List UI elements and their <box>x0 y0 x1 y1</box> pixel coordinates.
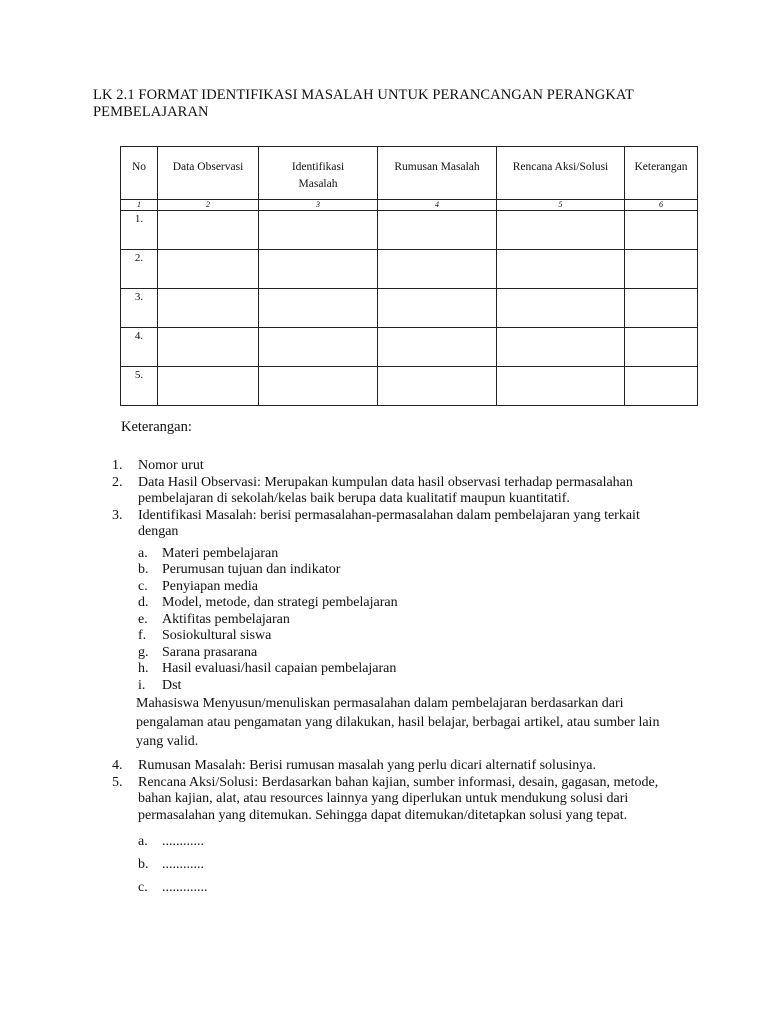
row-number: 3. <box>121 289 158 328</box>
table-cell <box>497 289 625 328</box>
column-number: 1 <box>121 200 158 211</box>
sub-letter: d. <box>138 595 149 610</box>
sub-text: Sosiokultural siswa <box>162 628 272 643</box>
sub-letter: h. <box>138 661 149 676</box>
sub-letter: a. <box>138 834 148 849</box>
list-item <box>112 775 672 825</box>
sub-letter: b. <box>138 857 149 872</box>
sub-letter: a. <box>138 545 148 561</box>
table-cell <box>378 250 497 289</box>
sub-letter: c. <box>138 880 148 895</box>
list-text: Data Hasil Observasi: Merupakan kumpulan data hasil observasi terhadap permasalahan pembelajaran di sekolah/kelas baik berupa data kualitatif maupun kuantitatif. <box>138 474 633 506</box>
identification-table <box>120 146 698 406</box>
table-row <box>121 367 698 406</box>
header-data-observasi: Data Observasi <box>158 147 259 200</box>
table-cell <box>158 289 259 328</box>
list-number: 3. <box>112 507 123 523</box>
sub-text: Aktifitas pembelajaran <box>162 611 290 627</box>
table-cell <box>259 289 378 328</box>
table-cell <box>158 250 259 289</box>
sub-text: ............. <box>162 880 208 895</box>
sub-text: Model, metode, dan strategi pembelajaran <box>162 595 398 610</box>
table-cell <box>625 367 698 406</box>
header-keterangan: Keterangan <box>625 147 698 200</box>
row-number: 1. <box>121 211 158 250</box>
list-number: 2. <box>112 474 123 490</box>
sub-list-item <box>138 579 672 596</box>
sub-letter: b. <box>138 562 149 577</box>
table-header-row <box>121 147 698 200</box>
list-item <box>112 458 672 475</box>
note3-paragraph: Mahasiswa Menyusun/menuliskan permasalahan dalam pembelajaran berdasarkan dari pengalaman atau pengamatan yang dilakukan, hasil belajar, berbagai artikel, atau sumber lain yang valid. <box>136 696 660 749</box>
row-number: 5. <box>121 367 158 406</box>
sub-list-item <box>138 546 672 563</box>
table-cell <box>259 367 378 406</box>
sub-text: Penyiapan media <box>162 578 259 594</box>
sub-text: Materi pembelajaran <box>162 545 279 561</box>
table-cell <box>378 328 497 367</box>
table-cell <box>625 250 698 289</box>
sub-list-item <box>138 645 672 662</box>
sub-letter: i. <box>138 677 146 693</box>
list-text: Identifikasi Masalah: berisi permasalahan-permasalahan dalam pembelajaran yang terkait dengan <box>138 507 640 539</box>
column-number: 4 <box>378 200 497 211</box>
list-item <box>112 758 672 775</box>
list-text: Rencana Aksi/Solusi: Berdasarkan bahan kajian, sumber informasi, desain, gagasan, metode, bahan kajian, alat, atau resources lainnya yang diperlukan untuk mendukung solusi dari permasalahan yang ditemukan. Sehingga dapat ditemukan/ditetapkan solusi yang tepat. <box>138 774 659 823</box>
table-cell <box>259 250 378 289</box>
table-cell <box>259 211 378 250</box>
table-cell <box>378 367 497 406</box>
table-cell <box>497 250 625 289</box>
sub-list-item <box>138 876 672 899</box>
header-rumusan-masalah: Rumusan Masalah <box>378 147 497 200</box>
note5-sublist <box>138 830 672 899</box>
sub-text: Dst <box>162 677 182 693</box>
sub-letter: g. <box>138 644 149 660</box>
list-item <box>112 508 672 541</box>
sub-text: ............ <box>162 834 204 849</box>
notes-list <box>112 458 672 899</box>
sub-list-item <box>138 853 672 876</box>
list-text: Rumusan Masalah: Berisi rumusan masalah yang perlu dicari alternatif solusinya. <box>138 758 596 773</box>
table-cell <box>625 211 698 250</box>
table-row <box>121 289 698 328</box>
keterangan-heading: Keterangan: <box>121 419 192 435</box>
table-row <box>121 250 698 289</box>
header-rencana-aksi: Rencana Aksi/Solusi <box>497 147 625 200</box>
sub-text: Perumusan tujuan dan indikator <box>162 562 341 577</box>
column-number-row <box>121 200 698 211</box>
note3-sublist <box>138 546 672 752</box>
table-cell <box>497 211 625 250</box>
header-no: No <box>121 147 158 200</box>
column-number: 3 <box>259 200 378 211</box>
sub-list-item <box>138 661 672 678</box>
table-row <box>121 328 698 367</box>
column-number: 5 <box>497 200 625 211</box>
list-number: 5. <box>112 774 123 790</box>
sub-list-item <box>138 562 672 579</box>
sub-letter: f. <box>138 628 147 643</box>
column-number: 2 <box>158 200 259 211</box>
table-cell <box>158 367 259 406</box>
table-cell <box>497 328 625 367</box>
sub-list-item <box>138 628 672 645</box>
sub-list-item <box>138 612 672 629</box>
table-cell <box>625 328 698 367</box>
table-row <box>121 211 698 250</box>
sub-letter: c. <box>138 578 148 594</box>
column-number: 6 <box>625 200 698 211</box>
sub-text: ............ <box>162 857 204 872</box>
table-cell <box>378 211 497 250</box>
table-cell <box>259 328 378 367</box>
sub-letter: e. <box>138 611 148 627</box>
sub-list-item <box>138 595 672 612</box>
list-number: 1. <box>112 458 123 473</box>
list-item <box>112 475 672 508</box>
sub-text: Sarana prasarana <box>162 644 258 660</box>
list-number: 4. <box>112 758 123 773</box>
table-cell <box>158 211 259 250</box>
header-identifikasi-masalah: Identifikasi Masalah <box>259 147 378 200</box>
table-cell <box>378 289 497 328</box>
sub-text: Hasil evaluasi/hasil capaian pembelajaran <box>162 661 397 676</box>
list-text: Nomor urut <box>138 458 204 473</box>
table-cell <box>625 289 698 328</box>
sub-list-item <box>138 830 672 853</box>
row-number: 4. <box>121 328 158 367</box>
sub-list-item <box>138 678 672 695</box>
row-number: 2. <box>121 250 158 289</box>
table-cell <box>158 328 259 367</box>
table-cell <box>497 367 625 406</box>
page-title: LK 2.1 FORMAT IDENTIFIKASI MASALAH UNTUK PERANCANGAN PERANGKAT PEMBELAJARAN <box>93 87 634 120</box>
